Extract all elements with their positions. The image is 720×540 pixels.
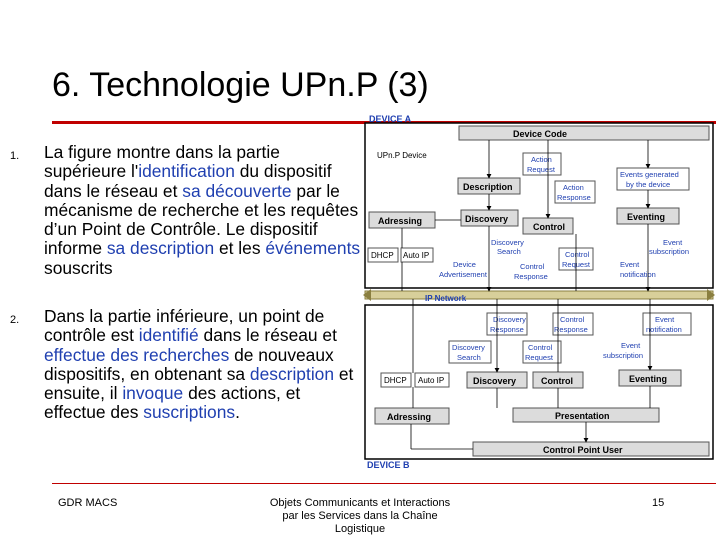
- b-adressing-label: Adressing: [387, 412, 432, 422]
- discovery-label: Discovery: [465, 214, 509, 224]
- upnp-architecture-diagram: [363, 112, 715, 472]
- event-notification-label-2: notification: [620, 270, 656, 279]
- auto-ip-label: Auto IP: [403, 251, 430, 260]
- text-run: souscrits: [44, 257, 113, 278]
- events-generated-label-2: by the device: [626, 180, 671, 189]
- discovery-search-label-2: Search: [497, 247, 521, 256]
- device-advertisement-label: Device: [453, 260, 476, 269]
- highlighted-term: description: [249, 363, 335, 384]
- text-run: Dans la partie inférieure, un point de contrôle est: [44, 306, 325, 346]
- ip-network-label: IP Network: [425, 294, 467, 303]
- highlighted-term: sa découverte: [182, 180, 292, 201]
- device-b-label: DEVICE B: [367, 460, 410, 470]
- b-event-subscription-label: Event: [621, 341, 641, 350]
- footer-rule: [52, 483, 716, 484]
- b-event-notification-label-2: notification: [646, 325, 682, 334]
- eventing-label: Eventing: [627, 212, 666, 222]
- action-request-label-2: Request: [527, 165, 555, 174]
- footer-left: GDR MACS: [58, 497, 118, 509]
- highlighted-term: événements: [265, 238, 361, 259]
- footer-center-line-1: Objets Communicants et Interactions: [269, 497, 451, 509]
- control-label: Control: [533, 222, 565, 232]
- text-run: de nouveaux dispositifs, en obtenant sa: [44, 344, 334, 384]
- text-run: .: [235, 402, 240, 423]
- text-run: dans le réseau et: [198, 325, 337, 346]
- presentation-label: Presentation: [555, 411, 610, 421]
- control-response-label-2: Response: [514, 272, 548, 281]
- control-request-label: Control: [565, 250, 590, 259]
- device-code-label: Device Code: [513, 129, 568, 139]
- b-discovery-search-label: Discovery: [452, 343, 485, 352]
- slide-title: 6. Technologie UPn.P (3): [52, 66, 429, 104]
- action-response-label: Action: [563, 183, 584, 192]
- b-auto-ip-label: Auto IP: [418, 376, 445, 385]
- text-run: La figure montre dans la partie supérieure l': [44, 142, 280, 182]
- footer-center-line-3: Logistique: [334, 523, 386, 535]
- bullet-number: 2.: [10, 314, 20, 326]
- b-control-label: Control: [541, 376, 573, 386]
- b-eventing-label: Eventing: [629, 374, 668, 384]
- b-control-response-label: Control: [560, 315, 585, 324]
- control-point-user-label: Control Point User: [543, 445, 623, 455]
- control-response-label: Control: [520, 262, 545, 271]
- b-control-request-label-2: Request: [525, 353, 553, 362]
- highlighted-term: identifié: [138, 325, 199, 346]
- event-subscription-label: Event: [663, 238, 683, 247]
- footer-center: [230, 497, 490, 536]
- text-run: et ensuite, il: [44, 363, 354, 404]
- discovery-response-label-2: Response: [490, 325, 524, 334]
- b-event-subscription-label-2: subscription: [603, 351, 644, 360]
- device-a-label: DEVICE A: [369, 114, 412, 124]
- text-run: et les: [214, 238, 266, 259]
- highlighted-term: effectue des recherches: [44, 344, 230, 365]
- page-number: 15: [652, 497, 665, 509]
- discovery-response-label: Discovery: [493, 315, 526, 324]
- description-label: Description: [463, 182, 513, 192]
- text-run: des actions, et effectue des: [44, 383, 301, 423]
- b-control-response-label-2: Response: [554, 325, 588, 334]
- b-control-request-label: Control: [528, 343, 553, 352]
- bullet-number: 1.: [10, 150, 20, 162]
- bullet-text: [44, 143, 364, 278]
- bullet-text: [44, 307, 364, 423]
- highlighted-term: sa description: [106, 238, 215, 259]
- events-generated-label: Events generated: [620, 170, 679, 179]
- action-response-label-2: Response: [557, 193, 591, 202]
- ip-network-bar: [365, 291, 713, 299]
- highlighted-term: invoque: [122, 383, 184, 404]
- b-dhcp-label: DHCP: [384, 376, 407, 385]
- event-subscription-label-2: subscription: [649, 247, 690, 256]
- b-discovery-label: Discovery: [473, 376, 517, 386]
- highlighted-term: identification: [138, 161, 235, 182]
- dhcp-label: DHCP: [371, 251, 394, 260]
- footer-center-line-2: par les Services dans la Chaîne: [282, 510, 438, 522]
- highlighted-term: suscriptions: [143, 402, 236, 423]
- control-request-label-2: Request: [562, 260, 590, 269]
- upnp-device-label: UPn.P Device: [377, 151, 427, 160]
- discovery-search-label: Discovery: [491, 238, 524, 247]
- event-notification-label: Event: [620, 260, 640, 269]
- b-discovery-search-label-2: Search: [457, 353, 481, 362]
- b-event-notification-label: Event: [655, 315, 675, 324]
- device-advertisement-label-2: Advertisement: [439, 270, 487, 279]
- action-request-label: Action: [531, 155, 552, 164]
- text-run: du dispositif dans le réseau et: [44, 161, 332, 201]
- adressing-label: Adressing: [378, 216, 423, 226]
- device-code-box: [459, 126, 709, 140]
- text-run: par le mécanisme de recherche et les requêtes d’un Point de Contrôle. Le dispositif informe: [44, 180, 359, 259]
